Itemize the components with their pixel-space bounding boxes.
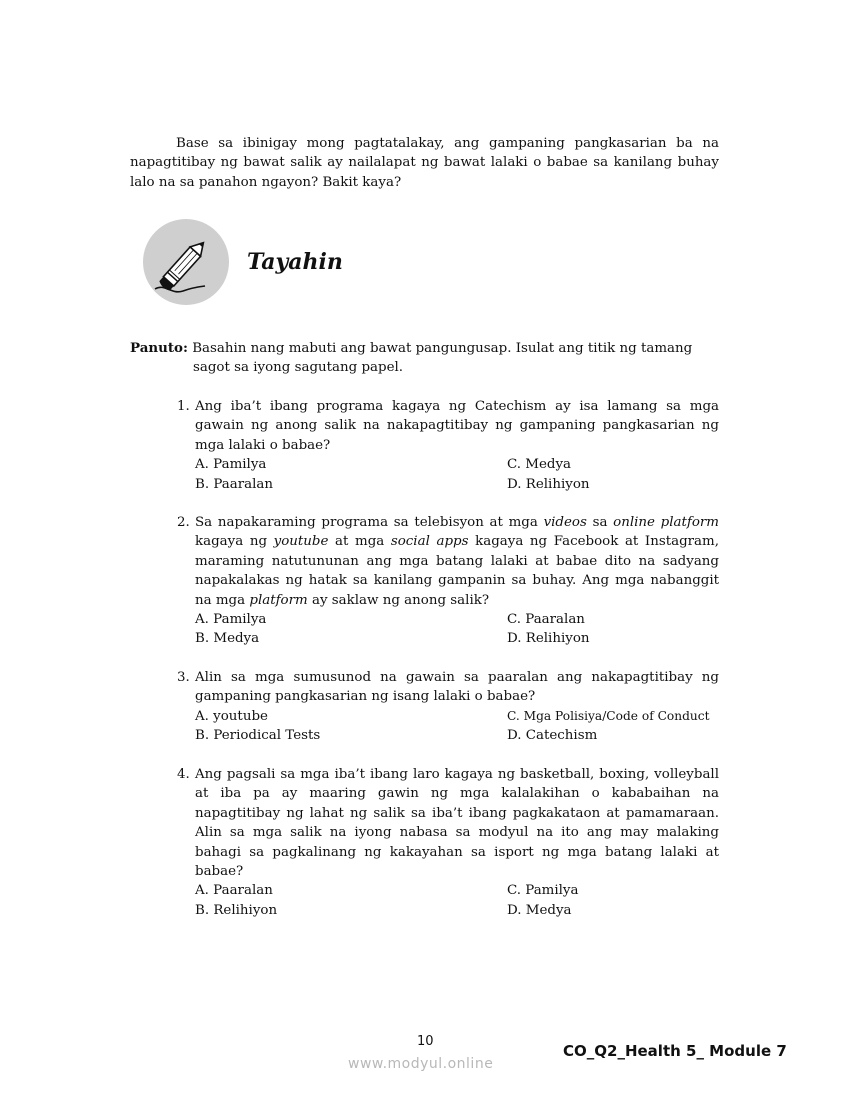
- intro-text: Base sa ibinigay mong pagtatalakay, ang gampaning pangkasarian ba na napagtitibay ng bawat salik ay nailalapat ng bawat lalaki o babae sa kanilang buhay lalo na sa panahon ngayon? Bakit kaya?: [130, 136, 719, 190]
- text-segment: kagaya ng Facebook at Instagram, maraming natutununan ang mga batang lalaki at babae dito na sadyang napakalakas ng hatak sa kanilang gampanin sa buhay. Ang mga nabanggit na mga: [195, 534, 719, 608]
- choice-d[interactable]: D. Relihiyon: [507, 476, 590, 492]
- instructions: [130, 339, 720, 378]
- choice-c[interactable]: C. Medya: [507, 457, 572, 473]
- choice-a[interactable]: A. Paaralan: [195, 883, 273, 899]
- choices: [195, 881, 719, 920]
- section-title: Tayahin: [247, 249, 343, 275]
- choice-a[interactable]: A. youtube: [195, 708, 268, 724]
- intro-paragraph: [130, 134, 719, 192]
- choice-d[interactable]: D. Relihiyon: [507, 631, 590, 647]
- italic-term: platform: [249, 592, 308, 608]
- question-1: [177, 397, 719, 494]
- choice-d[interactable]: D. Catechism: [507, 728, 598, 744]
- question-text: Ang iba’t ibang programa kagaya ng Catechism ay isa lamang sa mga gawain ng anong salik na nakapagtitibay ng gampaning pangkasarian ng mga lalaki o babae?: [195, 399, 719, 453]
- question-number: 2.: [177, 515, 190, 530]
- module-code: CO_Q2_Health 5_ Module 7: [563, 1042, 787, 1060]
- choice-c[interactable]: C. Paaralan: [507, 612, 585, 628]
- choice-a[interactable]: A. Pamilya: [195, 457, 267, 473]
- choices: [195, 610, 719, 649]
- choice-c[interactable]: C. Pamilya: [507, 883, 579, 899]
- choices: [195, 455, 719, 494]
- choice-b[interactable]: B. Relihiyon: [195, 902, 278, 918]
- choice-c[interactable]: C. Mga Polisiya/Code of Conduct: [507, 708, 710, 723]
- italic-term: social apps: [390, 534, 469, 550]
- text-segment: ay saklaw ng anong salik?: [307, 592, 490, 608]
- pencil-icon: [143, 219, 229, 305]
- text-segment: sa: [586, 515, 614, 530]
- question-number: 1.: [177, 399, 190, 414]
- italic-term: youtube: [273, 534, 329, 550]
- page-number: 10: [417, 1034, 434, 1049]
- question-3: [177, 668, 719, 746]
- choice-a[interactable]: A. Pamilya: [195, 612, 267, 628]
- question-text: Alin sa mga sumusunod na gawain sa paaralan ang nakapagtitibay ng gampaning pangkasarian ng isang lalaki o babae?: [195, 670, 719, 705]
- choice-b[interactable]: B. Medya: [195, 631, 260, 647]
- instructions-text-line1: Basahin nang mabuti ang bawat pangungusap. Isulat ang titik ng tamang: [192, 341, 693, 356]
- text-segment: at mga: [328, 534, 391, 550]
- text-segment: Sa napakaraming programa sa telebisyon at mga: [195, 515, 544, 530]
- choice-b[interactable]: B. Paaralan: [195, 476, 274, 492]
- instructions-text-line2: sagot sa iyong sagutang papel.: [193, 360, 404, 376]
- question-4: [177, 765, 719, 920]
- question-text: Ang pagsali sa mga iba’t ibang laro kagaya ng basketball, boxing, volleyball at iba pa ay maaring gawin ng mga kalalakihan o kababaihan na napagtitibay ng lahat ng salik sa iba’t ibang pagkakataon at pamamaraan. Alin sa mga salik na iyong nabasa sa modyul na ito ang may malaking bahagi sa pagkalinang ng kakayahan sa isport ng mga batang lalaki at babae?: [195, 767, 719, 880]
- question-text: [195, 513, 719, 610]
- question-number: 3.: [177, 670, 190, 685]
- choice-b[interactable]: B. Periodical Tests: [195, 728, 321, 744]
- choices: [195, 707, 719, 746]
- question-2: [177, 513, 719, 649]
- choice-d[interactable]: D. Medya: [507, 902, 572, 918]
- italic-term: videos: [543, 515, 587, 530]
- italic-term: online platform: [613, 515, 719, 530]
- text-segment: kagaya ng: [195, 534, 274, 550]
- instructions-label: Panuto:: [130, 340, 188, 356]
- question-number: 4.: [177, 767, 190, 782]
- watermark-url[interactable]: www.modyul.online: [348, 1056, 494, 1072]
- section-badge: [143, 219, 229, 305]
